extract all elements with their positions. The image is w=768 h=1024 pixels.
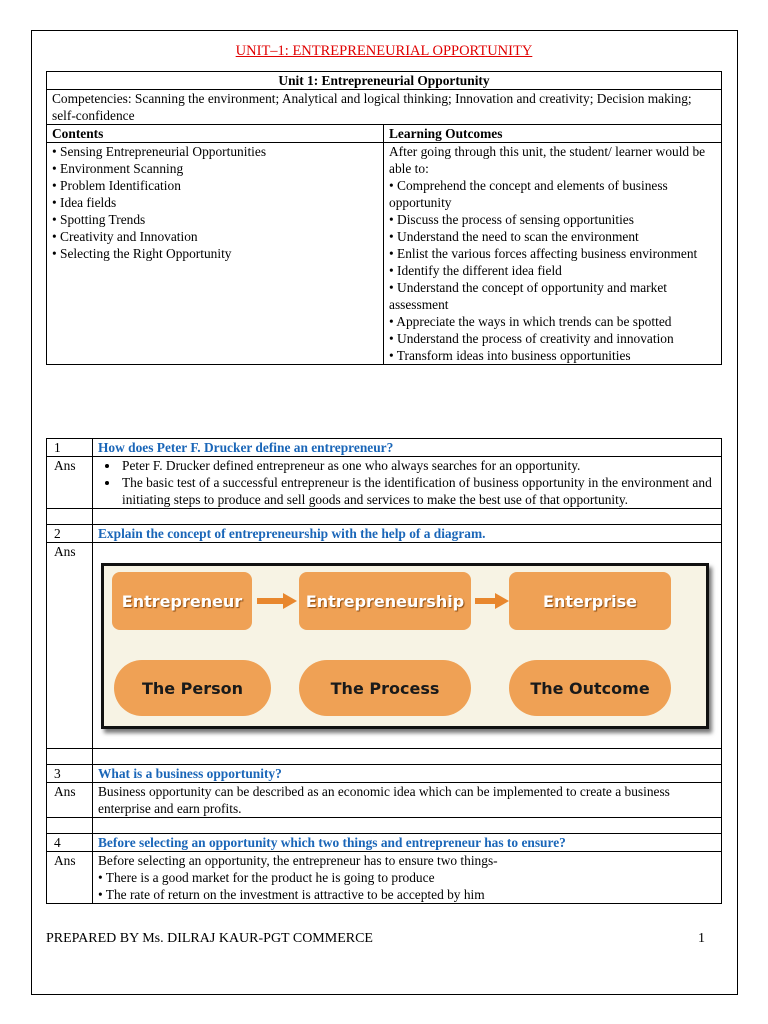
outcome-item: • Understand the concept of opportunity and market assessment xyxy=(389,280,667,312)
question-text: Explain the concept of entrepreneurship with the help of a diagram. xyxy=(93,525,722,543)
ans-label: Ans xyxy=(47,852,93,904)
question-number: 1 xyxy=(47,439,93,457)
spacer-cell xyxy=(47,818,93,834)
spacer-cell xyxy=(47,509,93,525)
outcomes-header: Learning Outcomes xyxy=(384,125,722,143)
answer-cell xyxy=(93,852,722,904)
arrow-right-icon xyxy=(257,593,297,609)
ans-label: Ans xyxy=(47,457,93,509)
diagram-cell xyxy=(93,543,722,749)
unit-overview-table xyxy=(46,71,722,365)
question-text: Before selecting an opportunity which two things and entrepreneur has to ensure? xyxy=(93,834,722,852)
answer-list xyxy=(98,457,716,508)
answer-cell xyxy=(93,457,722,509)
contents-item: • Creativity and Innovation xyxy=(52,229,198,244)
unit-heading: Unit 1: Entrepreneurial Opportunity xyxy=(47,72,722,90)
outcomes-intro: After going through this unit, the student/ learner would be able to: xyxy=(389,144,706,176)
spacer-cell xyxy=(47,749,93,765)
competencies-cell: Competencies: Scanning the environment; Analytical and logical thinking; Innovation and creativity; Decision making; self-confidence xyxy=(47,90,722,125)
outcome-item: • Comprehend the concept and elements of business opportunity xyxy=(389,178,668,210)
contents-list xyxy=(52,143,378,262)
qa-table xyxy=(46,438,722,904)
contents-header: Contents xyxy=(47,125,384,143)
spacer-cell xyxy=(93,509,722,525)
diagram-box-entrepreneur: Entrepreneur xyxy=(112,572,252,630)
spacer-cell xyxy=(93,749,722,765)
outcome-item: • Understand the need to scan the environment xyxy=(389,229,639,244)
contents-item: • Environment Scanning xyxy=(52,161,184,176)
contents-item: • Sensing Entrepreneurial Opportunities xyxy=(52,144,267,159)
outcome-item: • Enlist the various forces affecting business environment xyxy=(389,246,698,261)
answer-point: • The basic test of a successful entrepreneur is the identification of business opportunity in the environment and initiating steps to produce and sell goods and services to make the best use of that opportunity. xyxy=(120,474,716,508)
answer-cell: Business opportunity can be described as an economic idea which can be implemented to create a business enterprise and earn profits. xyxy=(93,783,722,818)
diagram-pill-outcome: The Outcome xyxy=(509,660,671,716)
unit-title: UNIT–1: ENTREPRENEURIAL OPPORTUNITY xyxy=(235,43,533,59)
contents-item: • Selecting the Right Opportunity xyxy=(52,246,232,261)
answer-point: • Peter F. Drucker defined entrepreneur as one who always searches for an opportunity. xyxy=(120,457,716,474)
question-text: How does Peter F. Drucker define an entrepreneur? xyxy=(93,439,722,457)
contents-list-cell xyxy=(47,143,384,365)
answer-point: • The rate of return on the investment is attractive to be accepted by him xyxy=(98,887,485,902)
outcome-item: • Transform ideas into business opportunities xyxy=(389,348,631,363)
contents-item: • Spotting Trends xyxy=(52,212,146,227)
spacer-cell xyxy=(93,818,722,834)
outcomes-list xyxy=(389,177,716,364)
page-footer xyxy=(46,931,710,947)
question-number: 3 xyxy=(47,765,93,783)
contents-item: • Idea fields xyxy=(52,195,117,210)
contents-item: • Problem Identification xyxy=(52,178,181,193)
outcome-item: • Appreciate the ways in which trends can be spotted xyxy=(389,314,672,329)
diagram-box-entrepreneurship: Entrepreneurship xyxy=(299,572,471,630)
question-number: 4 xyxy=(47,834,93,852)
diagram-pill-person: The Person xyxy=(114,660,271,716)
outcome-item: • Identify the different idea field xyxy=(389,263,562,278)
outcomes-list-cell xyxy=(384,143,722,365)
outcome-item: • Discuss the process of sensing opportunities xyxy=(389,212,634,227)
ans-label: Ans xyxy=(47,543,93,749)
diagram-box-enterprise: Enterprise xyxy=(509,572,671,630)
question-number: 2 xyxy=(47,525,93,543)
answer-intro: Before selecting an opportunity, the entrepreneur has to ensure two things- xyxy=(98,853,498,868)
prepared-by: PREPARED BY Ms. DILRAJ KAUR-PGT COMMERCE xyxy=(46,931,373,946)
answer-point: • There is a good market for the product he is going to produce xyxy=(98,870,435,885)
question-text: What is a business opportunity? xyxy=(93,765,722,783)
outcome-item: • Understand the process of creativity and innovation xyxy=(389,331,674,346)
page-number: 1 xyxy=(698,931,705,946)
ans-label: Ans xyxy=(47,783,93,818)
arrow-right-icon xyxy=(475,593,509,609)
entrepreneurship-diagram xyxy=(101,563,709,729)
diagram-pill-process: The Process xyxy=(299,660,471,716)
